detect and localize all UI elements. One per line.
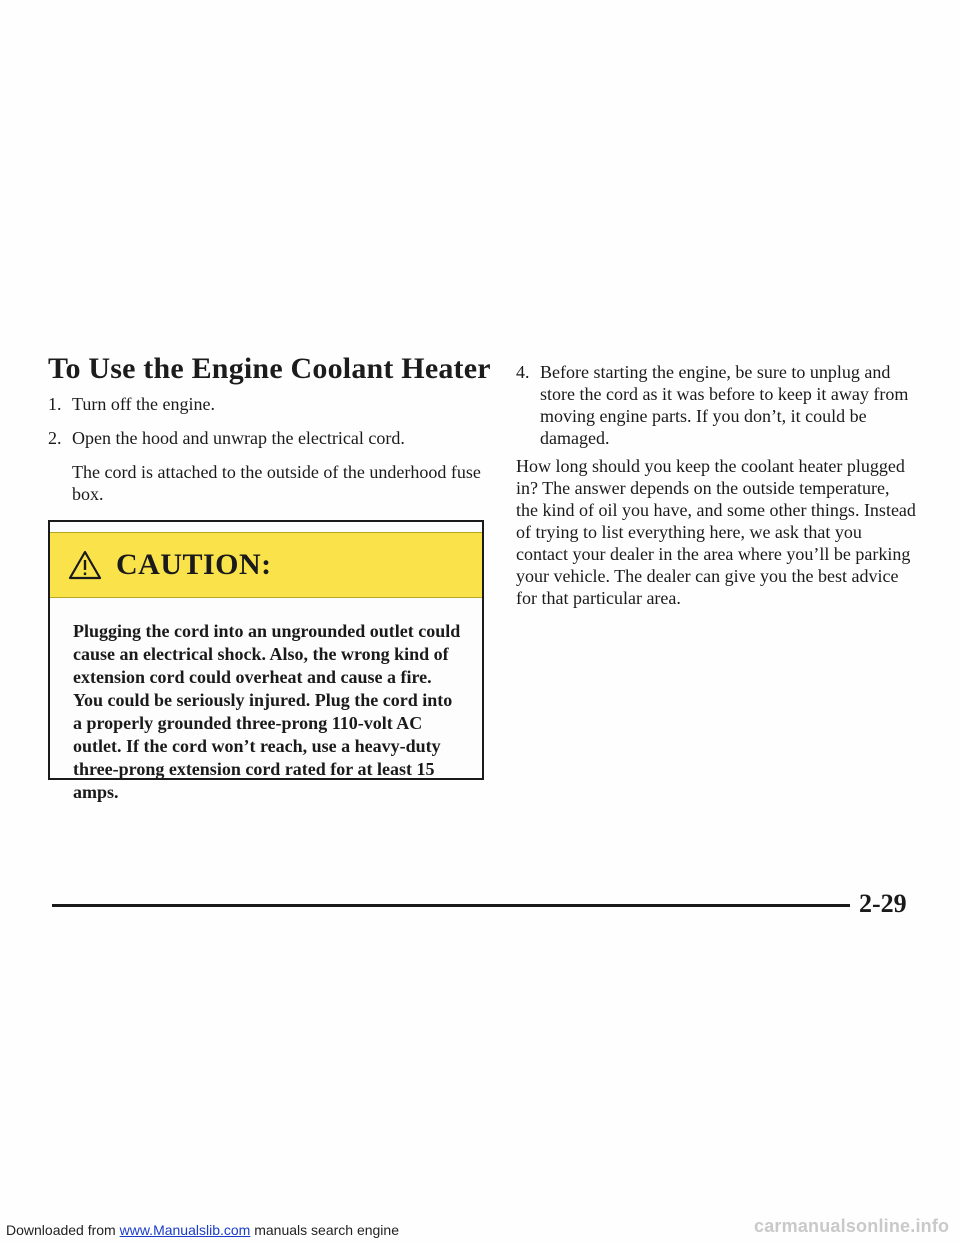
step-number: 4. (516, 362, 530, 382)
step-text: Before starting the engine, be sure to unplug and store the cord as it was before to keep it away from moving engine parts. If you don’t, it could be damaged. (540, 362, 909, 448)
step-number: 2. (48, 428, 62, 448)
caution-title: CAUTION: (116, 548, 272, 581)
step-2-note: The cord is attached to the outside of the underhood fuse box. (72, 462, 481, 504)
caution-text: Plugging the cord into an ungrounded outlet could cause an electrical shock. Also, the wrong kind of extension cord could overheat and cause a fire. You could be seriously injured. Plug the cord into a properly grounded three-prong 110-volt AC outlet. If the cord won’t reach, use a heavy-duty three-prong extension cord rated for at least 15 amps. (73, 621, 461, 802)
warning-triangle-icon (68, 550, 102, 580)
right-column (516, 361, 916, 609)
caution-box (48, 520, 484, 802)
caution-header (50, 532, 482, 598)
step-number: 1. (48, 394, 62, 414)
footer-rule (52, 904, 850, 907)
banner-suffix: manuals search engine (250, 1222, 399, 1238)
watermark: carmanualsonline.info (754, 1216, 950, 1236)
step-text: Open the hood and unwrap the electrical cord. (72, 428, 405, 448)
step-text: Turn off the engine. (72, 394, 215, 414)
manualslib-link[interactable]: www.Manualslib.com (119, 1222, 251, 1238)
page-number: 2-29 (859, 889, 907, 918)
section-title: To Use the Engine Coolant Heater (48, 352, 491, 385)
step-1 (48, 393, 488, 415)
banner-prefix: Downloaded from (6, 1222, 120, 1238)
step-2 (48, 427, 488, 449)
body-paragraph: How long should you keep the coolant heater plugged in? The answer depends on the outside temperature, the kind of oil you have, and some other things. Instead of trying to list everything here, we ask that you contact your dealer in the area where you’ll be parking your vehicle. The dealer can give you the best advice for that particular area. (516, 456, 916, 608)
step-4 (516, 361, 916, 449)
download-banner (6, 1222, 399, 1238)
